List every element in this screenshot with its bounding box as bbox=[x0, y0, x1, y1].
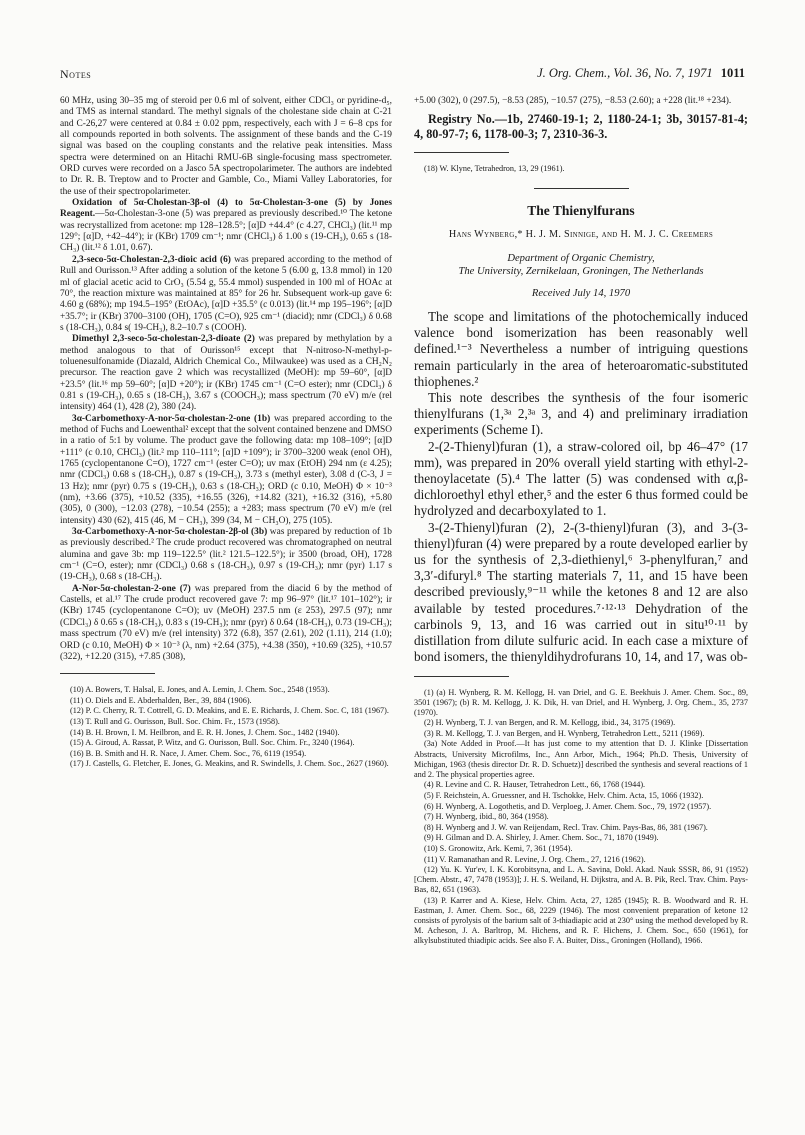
footnote-divider bbox=[414, 676, 509, 677]
right-column bbox=[414, 96, 748, 947]
footnote-divider bbox=[60, 673, 155, 674]
footnote: (10) A. Bowers, T. Halsal, E. Jones, and A. Lemin, J. Chem. Soc., 2548 (1953). bbox=[70, 685, 330, 695]
footnote-18 bbox=[414, 164, 748, 174]
footnote: (3a) Note Added in Proof.—It has just come to my attention that D. J. Klinke [Dissertation Abstracts, University Microfilms, Inc., Ann Arbor, Mich., 1964; Ph.D. Thesis, University of Michigan, 1963 (thesis director Dr. R. D. Schuetz)] described the synthesis and several reactions of 1 and 2. The physical properties agree. bbox=[414, 739, 748, 779]
paragraph-heading: 2,3-seco-5α-Cholestan-2,3-dioic acid (6) bbox=[72, 254, 231, 265]
running-header: Notes bbox=[60, 67, 92, 81]
paragraph-heading: 3α-Carbomethoxy-A-nor-5α-cholestan-2-one (1b) bbox=[72, 413, 271, 424]
paragraph-text: was prepared by methylation by a method analogous to that of Ourisson¹⁵ except that N-nitroso-N-methyl-p-toluenesulfonamide (Diazald, Aldrich Chemical Co., Milwaukee) was used as a CH₂N₂ precursor. The reaction gave 2 which was recystallized (MeOH): mp 59–60°, [α]D +23.5° (lit.¹⁶ mp 59–60°; [α]D +20°); ir (KBr) 1745 cm⁻¹ (C=O ester); nmr (CDCl₃) δ 0.81 s (19-CH₃), 0.65 s (18-CH₃), 3.67 s (COOCH₃); mass spectrum (70 eV) m/e (rel intensity) 464 (1), 428 (2), 380 (24). bbox=[60, 334, 392, 413]
experimental-section bbox=[60, 96, 392, 663]
footnote: (3) R. M. Kellogg, T. J. van Bergen, and H. Wynberg, Tetrahedron Lett., 5211 (1969). bbox=[424, 728, 705, 738]
paragraph-text: was prepared by reduction of 1b as previously described.² The crude product recovered was chromatographed on neutral alumina and gave 3b: mp 119–122.5° (lit.² 121.5–122.5°); ir 3500 (broad, OH), 1728 cm⁻¹ (C=O, ester); nmr (CDCl₃) 0.68 s (18-CH₃), 0.97 s (19-CH₃); nmr (pyr) 1.17 s (19-CH₃), 0.68 s (18-CH₃). bbox=[60, 527, 392, 583]
left-column bbox=[60, 96, 392, 770]
footnote: (2) H. Wynberg, T. J. van Bergen, and R. M. Kellogg, ibid., 34, 3175 (1969). bbox=[424, 718, 676, 728]
paragraph: 60 MHz, using 30–35 mg of steroid per 0.6 ml of solvent, either CDCl₃ or pyridine-d₅, and TMS as internal standard. The methyl signals of the cholestane side chain at C-21 and C-26,27 were centered at 0.84 ± 0.02 ppm, respectively, each with J = 6–8 cps for all compounds reported in both solvents. The assignment of these bands and the C-19 signal was based on the coupling constants and the relative peak intensities. Mass spectra were determined on an Hitachi RMU-6B single-focusing mass spectrometer. ORD curves were recorded on a Jasco 5A spectropolarimeter. The authors are indebted to Dr. R. B. Treptow and to Procter and Gamble, Co., Miami Valley Laboratories, for the use of their spectropolarimeter. bbox=[60, 96, 392, 197]
footnote: (13) T. Rull and G. Ourisson, Bull. Soc. Chim. Fr., 1573 (1958). bbox=[70, 716, 280, 726]
article-body bbox=[414, 309, 748, 665]
footnotes-left bbox=[60, 685, 392, 769]
footnote: (9) H. Gilman and D. A. Shirley, J. Amer. Chem. Soc., 71, 1870 (1949). bbox=[424, 833, 659, 843]
paragraph-text: was prepared according to the method of Rull and Ourisson.¹³ After adding a solution of the ketone 5 (6.00 g, 13.8 mmol) in 120 ml of glacial acetic acid to CrO₃ (5.54 g, 55.4 mmol) suspended in 100 ml of HOAc at 70°, the reaction mixture was maintained at 85° for 26 hr. Subsequent work-up gave 6: 4.60 g (68%); mp 194.5–195° (EtOAc), [α]D +35.5° (c 0.013) (lit.¹⁴ mp 195–196°; [α]D +35.7°; ir (KBr) 3700–3100 (OH), 1705 (C=O), 925 cm⁻¹ (diacid); nmr (CDCl₃) δ 0.68 s (18-CH₃), 0.84 s( 19-CH₃), 8.2–10.7 s (COOH). bbox=[60, 254, 392, 333]
affiliation-line: Department of Organic Chemistry, bbox=[507, 253, 655, 265]
paragraph bbox=[60, 334, 392, 413]
paragraph: +5.00 (302), 0 (297.5), −8.53 (285), −10.57 (275), −8.53 (2.60); a +228 (lit.¹⁸ +234). bbox=[414, 96, 732, 106]
footnote: (18) W. Klyne, Tetrahedron, 13, 29 (1961). bbox=[424, 163, 565, 173]
footnote-divider bbox=[414, 152, 509, 153]
page-number: 1011 bbox=[720, 66, 745, 80]
registry-numbers: Registry No.—1b, 27460-19-1; 2, 1180-24-1; 3b, 30157-81-4; 4, 80-97-7; 6, 1178-00-3; 7, 2310-36-3. bbox=[414, 112, 748, 142]
footnote: (10) S. Gronowitz, Ark. Kemi, 7, 361 (1954). bbox=[424, 843, 573, 853]
footnote: (13) P. Karrer and A. Kiese, Helv. Chim. Acta, 27, 1285 (1945); R. B. Woodward and R. H. Eastman, J. Amer. Chem. Soc., 68, 2229 (1946). The most convenient preparation of ketone 12 consists of pyrolysis of the barium salt of 3-thiadiapic acid at 230° using the method developed by R. M. Acheson, J. A. Barltrop, M. Hichens, and R. F. Hichens, J. Chem. Soc., 650 (1961), for alkylsubstituted thiadipic acids. See also F. A. Buiter, Diss., Groningen (Holland), 1966. bbox=[414, 895, 748, 946]
footnote: (15) A. Giroud, A. Rassat, P. Witz, and G. Ourisson, Bull. Soc. Chim. Fr., 3240 (1964). bbox=[70, 738, 355, 748]
affiliation-line: The University, Zernikelaan, Groningen, The Netherlands bbox=[458, 266, 704, 278]
footnotes-right bbox=[414, 688, 748, 947]
footnote: (11) V. Ramanathan and R. Levine, J. Org. Chem., 27, 1216 (1962). bbox=[424, 854, 646, 864]
footnote: (4) R. Levine and C. R. Hauser, Tetrahedron Lett., 66, 1768 (1944). bbox=[424, 780, 646, 790]
paragraph bbox=[60, 584, 392, 663]
paragraph-heading: Oxidation of 5α-Cholestan-3β-ol (4) to 5α-Cholestan-3-one (5) by Jones Reagent. bbox=[60, 198, 392, 220]
paragraph-heading: A-Nor-5α-cholestan-2-one (7) bbox=[72, 583, 191, 594]
article-title: The Thienylfurans bbox=[527, 203, 635, 219]
journal-citation bbox=[537, 66, 745, 81]
footnote: (1) (a) H. Wynberg, R. M. Kellogg, H. van Driel, and G. E. Beekhuis J. Amer. Chem. Soc., 89, 3501 (1967); (b) R. M. Kellogg, J. K. Dik, H. van Driel, and H. Wynberg, J. Org. Chem., 35, 2737 (1970). bbox=[414, 687, 748, 717]
continued-text bbox=[414, 96, 748, 107]
affiliation bbox=[414, 252, 748, 278]
paragraph: This note describes the synthesis of the four isomeric thienylfurans (1,³ᵃ 2,³ᵃ 3, and 4) and preliminary irradiation experiments (Scheme I). bbox=[414, 390, 748, 438]
paragraph bbox=[60, 198, 392, 255]
received-date: Received July 14, 1970 bbox=[531, 288, 631, 300]
footnote: (12) Yu. K. Yur'ev, I. K. Korobitsyna, and L. A. Savina, Dokl. Akad. Nauk SSSR, 86, 91 (1952) [Chem. Abstr., 47, 7478 (1953)]; J. H. S. Weiland, H. Dijkstra, and A. B. Pik, Recl. Trav. Chim. Pays-Bas, 82, 651 (1963). bbox=[414, 865, 748, 895]
paragraph-heading: Dimethyl 2,3-seco-5α-cholestan-2,3-dioate (2) bbox=[72, 334, 255, 345]
paragraph-text: —5α-Cholestan-3-one (5) was prepared as previously described.¹⁰ The ketone was recrystallized from acetone: mp 128–128.5°; [α]D +44.4° (c 4.27, CHCl₃) (lit.¹¹ mp 129°; [α]D, +42–44°); ir (KBr) 1709 cm⁻¹; nmr (CHCl₃) δ 1.00 s (19-CH₃), 0.65 s (18-CH₃) (lit.¹² δ 1.01, 0.67). bbox=[60, 209, 392, 254]
footnote: (5) F. Reichstein, A. Gruessner, and H. Tschokke, Helv. Chim. Acta, 15, 1066 (1932). bbox=[424, 790, 704, 800]
footnote: (12) P. C. Cherry, R. T. Cottrell, G. D. Meakins, and E. E. Richards, J. Chem. Soc. C, 181 (1967). bbox=[70, 706, 389, 716]
footnote: (8) H. Wynberg and J. W. van Reijendam, Recl. Trav. Chim. Pays-Bas, 86, 381 (1967). bbox=[424, 822, 708, 832]
paragraph bbox=[60, 414, 392, 527]
paragraph-heading: 3α-Carbomethoxy-A-nor-5α-cholestan-2β-ol (3b) bbox=[72, 527, 268, 538]
footnote: (14) B. H. Brown, I. M. Heilbron, and E. R. H. Jones, J. Chem. Soc., 1482 (1940). bbox=[70, 727, 340, 737]
paragraph: The scope and limitations of the photochemically induced valence bond isomerization has been reasonably well defined.¹⁻³ Nevertheless a number of intriguing questions remain particularly in the area of heteroaromatic-substituted thiophenes.² bbox=[414, 309, 748, 389]
footnote: (11) O. Diels and E. Abderhalden, Ber., 39, 884 (1906). bbox=[70, 695, 252, 705]
footnote: (6) H. Wynberg, A. Logothetis, and D. Verploeg, J. Amer. Chem. Soc., 79, 1972 (1957). bbox=[424, 801, 712, 811]
paragraph: 2-(2-Thienyl)furan (1), a straw-colored oil, bp 46–47° (17 mm), was prepared in 20% overall yield starting with ethyl-2-thenoylacetate (5).⁴ The latter (5) was condensed with α,β-dichloroethyl ethyl ether,⁵ and the ester 6 thus formed could be hydrolyzed and decarboxylated to 1. bbox=[414, 438, 748, 519]
article-authors: Hans Wynberg,* H. J. M. Sinnige, and H. M. J. C. Creemers bbox=[448, 229, 714, 241]
footnote: (17) J. Castells, G. Fletcher, E. Jones, G. Meakins, and R. Swindells, J. Chem. Soc., 2627 (1960). bbox=[70, 759, 389, 769]
paragraph-text: was prepared from the diacid 6 by the method of Castells, et al.¹⁷ The crude product recovered gave 7: mp 96–97° (lit.¹⁷ 101–102°); ir (KBr) 1745 (cyclopentanone C=O); uv (MeOH) 237.5 nm (ε 253), 297.5 (97); nmr (CDCl₃) δ 0.65 s (18-CH₃), 0.83 s (19-CH₃); nmr (pyr) δ 0.64 (18-CH₃), 0.73 (19-CH₃); mass spectrum (70 eV) m/e (rel intensity) 372 (6.8), 357 (2.61), 202 (1.11), 214 (1.0); ORD (c 0.10, MeOH) Φ × 10⁻³ (λ, nm) +2.64 (375), +4.38 (350), +10.69 (325), +10.57 (322), +12.20 (315), +7.85 (308), bbox=[60, 583, 392, 662]
journal-name: J. Org. Chem., Vol. 36, No. 7, 1971 bbox=[537, 66, 713, 80]
footnote: (7) H. Wynberg, ibid., 80, 364 (1958). bbox=[424, 812, 549, 822]
footnote: (16) B. B. Smith and H. R. Nace, J. Amer. Chem. Soc., 76, 6119 (1954). bbox=[70, 748, 307, 758]
paragraph-text: was prepared according to the method of Fuchs and Loewenthal² except that the solvent contained benzene and DMSO in a ratio of 5:1 by volume. The product gave the following data: mp 108–109°; [α]D +111° (c 0.10, CHCl₃) (lit.² mp 110–111°; [α]D +109°); ir 3700–3200 weak (enol OH), 1765 (cyclopentanone C=O), 1727 cm⁻¹ (ester C=O); uv max (EtOH) 294 nm (ε 4.25); nmr (CDCl₃) 0.68 s (18-CH₃), 0.87 s (19-CH₃), 3.73 s (methyl ester), 3.08 d (C-3, J = 13 Hz); nmr (pyr) 0.75 s (19-CH₃), 0.63 s (18-CH₃); ORD (c 0.10, MeOH) Φ × 10⁻³ (nm), +3.66 (375), +10.52 (335), +16.55 (326), +14.82 (321), +16.32 (316), +5.80 (305), 0 (300), −12.03 (278), −10.54 (255); a +283; mass spectrum (70 eV) m/e (rel intensity) 430 (62), 415 (46, M − CH₃), 399 (34, M − CH₃O), 275 (105). bbox=[60, 413, 393, 526]
article-divider bbox=[534, 188, 629, 189]
paragraph bbox=[60, 255, 392, 334]
paragraph bbox=[60, 527, 392, 584]
paragraph: 3-(2-Thienyl)furan (2), 2-(3-thienyl)furan (3), and 3-(3-thienyl)furan (4) were prepared by a route developed earlier by us for the synthesis of 2,3-diethienyl,⁶ 3-phenylfuran,⁷ and 3,3′-difuryl.⁸ The starting materials 7, 11, and 15 have been described previously,⁹⁻¹¹ while the ketones 8 and 12 are also available by tested procedures.⁷·¹²·¹³ Dehydration of the carbinols 9, 13, and 16 was carried out in situ¹⁰·¹¹ by distillation from dilute sulfuric acid. In each case a mixture of bond isomers, the thienyldihydrofurans 10, 14, and 17, was ob- bbox=[414, 519, 748, 665]
